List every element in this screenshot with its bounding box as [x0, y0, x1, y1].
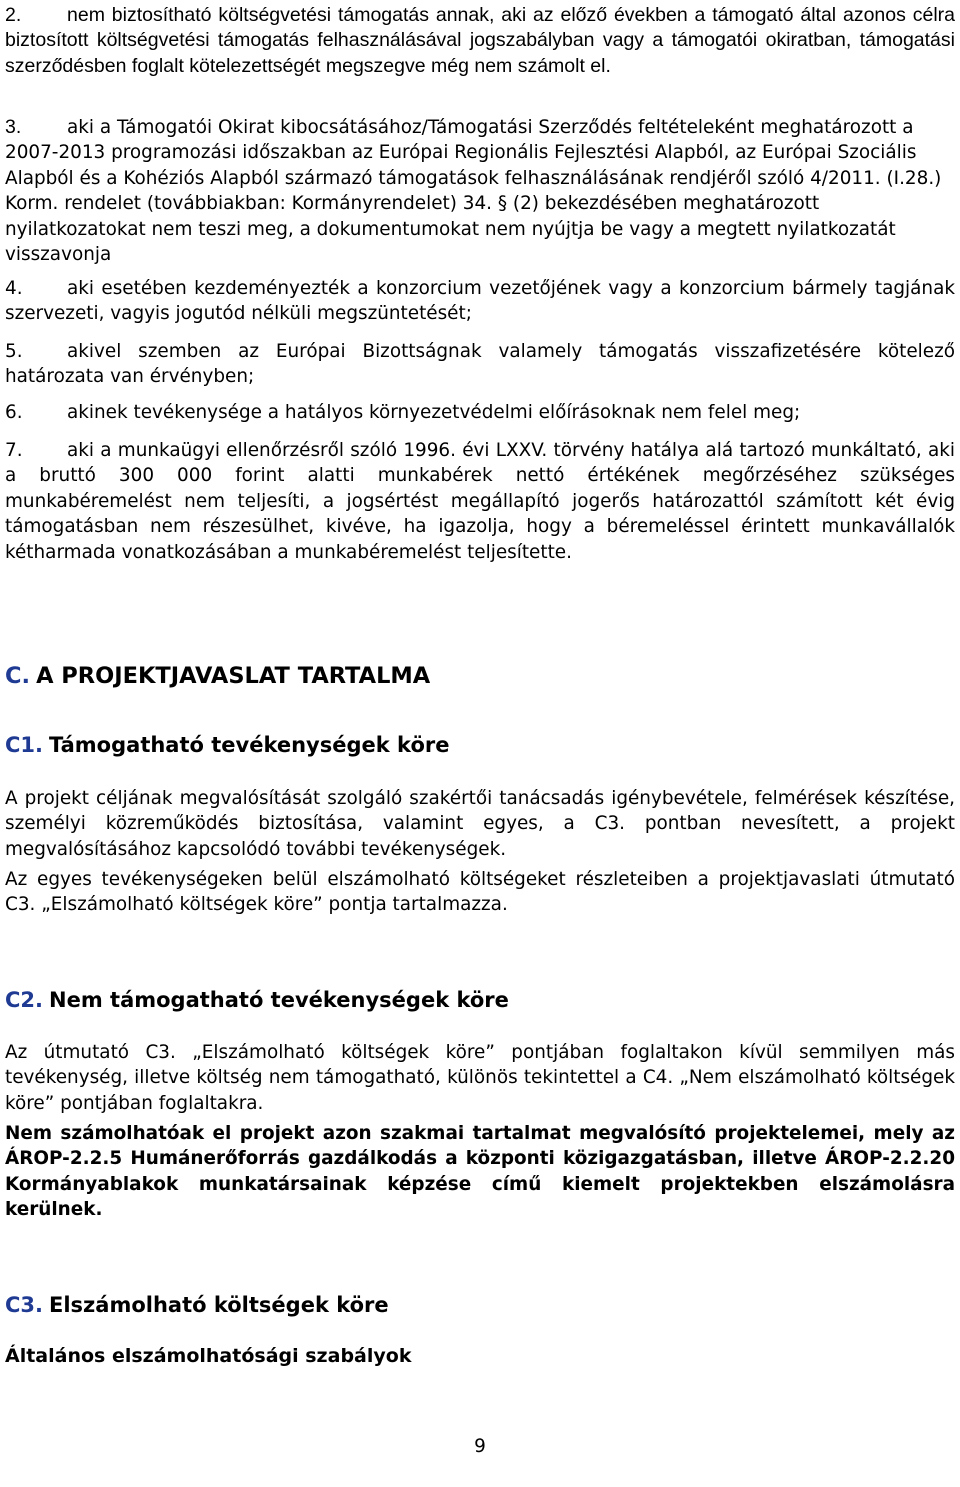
item-number: 2. — [5, 4, 22, 26]
c1-heading — [5, 733, 449, 757]
section-c-heading — [5, 663, 430, 689]
item-body: aki esetében kezdeményezték a konzorcium vezetőjének vagy a konzorcium bármely tagjának szervezeti, vagyis jogutód nélküli megszüntetését; — [5, 278, 955, 325]
c1-paragraph-2 — [5, 867, 955, 918]
list-item-5 — [5, 339, 955, 390]
list-item-text — [5, 3, 955, 79]
section-code: C. — [5, 663, 31, 689]
paragraph-text: A projekt céljának megvalósítását szolgáló szakértői tanácsadás igénybevétele, felmérések készítése, személyi közreműködés biztosítása, valamint egyes, a C3. pontban nevesített, a projekt megvalósításához kapcsolódó további tevékenységek. — [5, 788, 955, 860]
section-code: C1. — [5, 733, 44, 757]
item-number: 5. — [5, 341, 23, 362]
paragraph-text: Az egyes tevékenységeken belül elszámolható költségeket részleteiben a projektjavaslati útmutató C3. „Elszámolható költségek köre” pontja tartalmazza. — [5, 869, 955, 916]
section-title: Elszámolható költségek köre — [49, 1293, 389, 1317]
c3-heading — [5, 1293, 389, 1317]
page-number: 9 — [474, 1436, 486, 1457]
list-item-2 — [5, 3, 955, 79]
list-item-6 — [5, 400, 955, 425]
c3-subtitle: Általános elszámolhatósági szabályok — [5, 1345, 412, 1367]
item-number: 4. — [5, 278, 23, 299]
list-item-7 — [5, 438, 955, 565]
item-number: 6. — [5, 402, 23, 423]
list-item-text — [5, 438, 955, 565]
item-number-wrap — [5, 116, 67, 138]
item-body: nem biztosítható költségvetési támogatás annak, aki az előző években a támogató által azonos célra biztosított költségvetési támogatás felhasználásával jogszabályban vagy a támogatói okiratban, támogatási szerződésben foglalt kötelezettségét megszegve még nem számolt el. — [5, 4, 955, 77]
paragraph-text-bold: Nem számolhatóak el projekt azon szakmai tartalmat megvalósító projektelemei, mely az ÁROP-2.2.5 Humánerőforrás gazdálkodás a központi közigazgatásban, illetve ÁROP-2.2.20 Kormányablakok munkatársainak képzése című kiemelt projektekben elszámolásra kerülnek. — [5, 1123, 955, 1221]
list-item-3 — [5, 115, 955, 267]
c2-heading — [5, 988, 509, 1012]
section-code: C3. — [5, 1293, 44, 1317]
section-title: Támogatható tevékenységek köre — [49, 733, 450, 757]
section-title: Nem támogatható tevékenységek köre — [49, 988, 509, 1012]
item-body: akinek tevékenysége a hatályos környezetvédelmi előírásoknak nem felel meg; — [67, 402, 801, 423]
section-code: C2. — [5, 988, 44, 1012]
item-number: 7. — [5, 440, 23, 461]
list-item-text — [5, 339, 955, 390]
c2-paragraph-1 — [5, 1040, 955, 1116]
list-item-text — [5, 400, 955, 425]
c2-paragraph-2 — [5, 1121, 955, 1223]
item-number: 3. — [5, 116, 22, 138]
c1-paragraph-1 — [5, 786, 955, 862]
section-title: A PROJEKTJAVASLAT TARTALMA — [36, 663, 431, 689]
item-body: aki a munkaügyi ellenőrzésről szóló 1996. évi LXXV. törvény hatálya alá tartozó munkáltató, aki a bruttó 300 000 forint alatti munkabérek nettó értékének megőrzéséhez szükséges munkabéremelést nem teljesíti, a jogsértést megállapító jogerős határozattól számított két évig támogatásban nem részesülhet, kivéve, ha igazolja, hogy a béremeléssel érintett munkavállalók kétharmada vonatkozásában a munkabéremelést teljesítette. — [5, 440, 955, 563]
item-body: akivel szemben az Európai Bizottságnak valamely támogatás visszafizetésére kötelező határozata van érvényben; — [5, 341, 955, 388]
list-item-text — [5, 276, 955, 327]
item-body: aki a Támogatói Okirat kibocsátásához/Támogatási Szerződés feltételeként meghatározott a 2007-2013 programozási időszakban az Európai Regionális Fejlesztési Alapból, az Európai Szociális Alapból és a Kohéziós Alapból származó támogatások felhasználásának rendjéről szóló 4/2011. (I.28.) Korm. rendelet (továbbiakban: Kormányrendelet) 34. § (2) bekezdésében meghatározott nyilatkozatokat nem teszi meg, a dokumentumokat nem nyújtja be vagy a megtett nyilatkozatát visszavonja — [5, 117, 942, 266]
list-item-4 — [5, 276, 955, 327]
paragraph-text: Az útmutató C3. „Elszámolható költségek köre” pontjában foglaltakon kívül semmilyen más tevékenység, illetve költség nem támogatható, különös tekintettel a C4. „Nem elszámolható költségek köre” pontjában foglaltakra. — [5, 1042, 955, 1114]
